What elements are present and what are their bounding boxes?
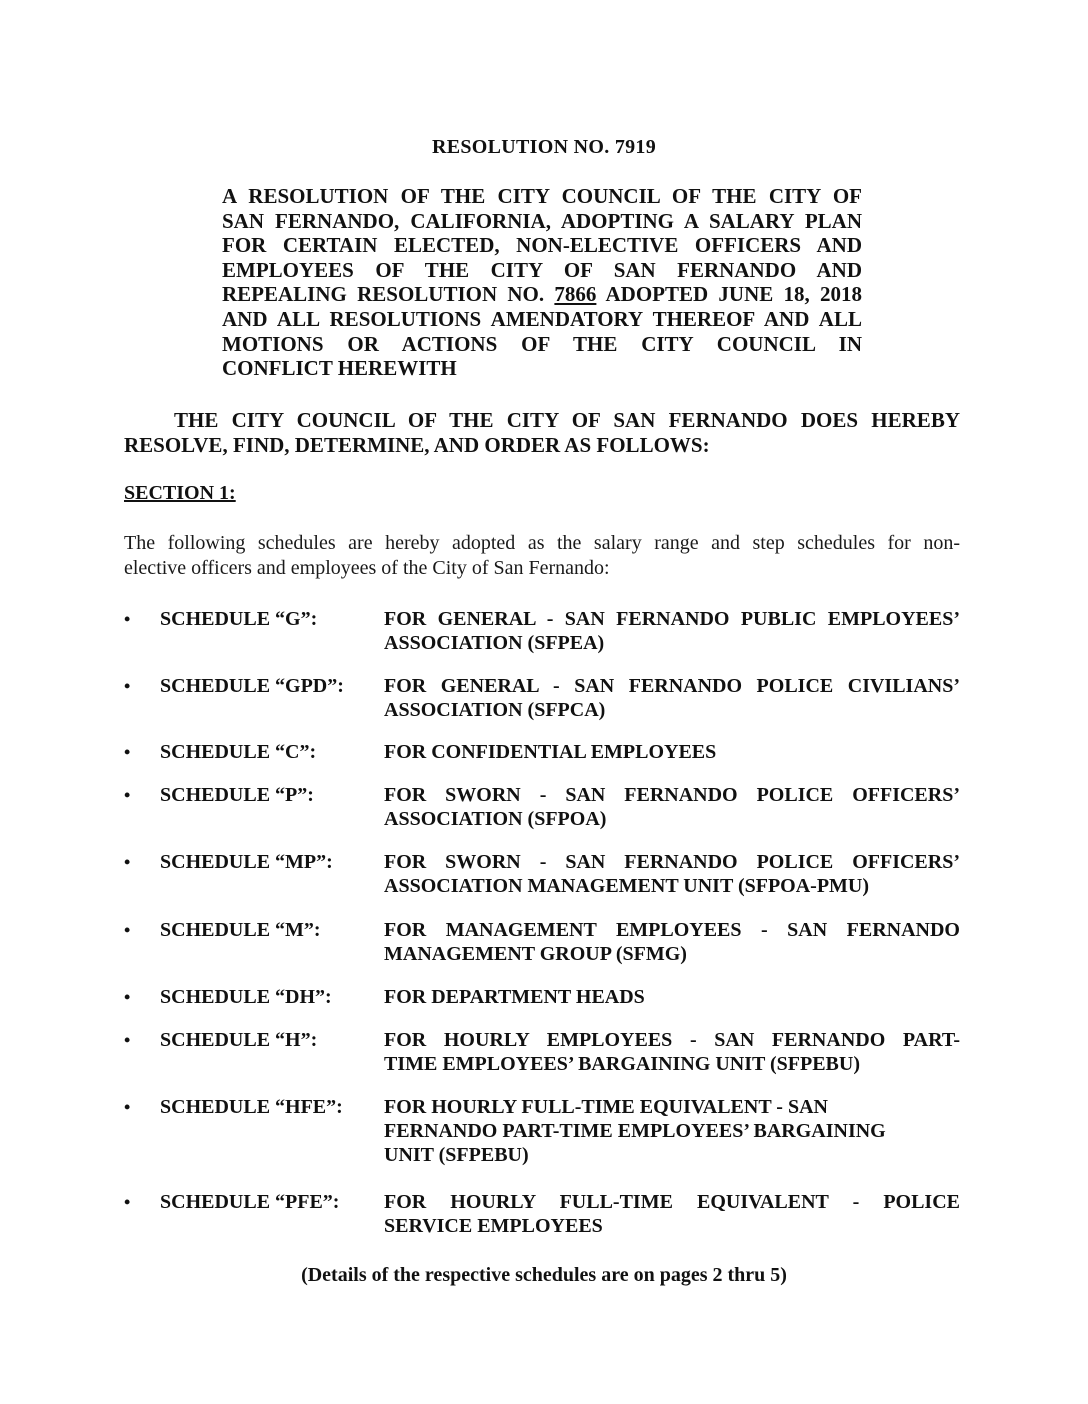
resolving-clause-line: RESOLVE, FIND, DETERMINE, AND ORDER AS FOLLOWS: xyxy=(124,433,710,457)
title-line: FOR CERTAIN ELECTED, NON-ELECTIVE OFFICERS AND xyxy=(222,233,862,258)
schedule-code: SCHEDULE “PFE”: xyxy=(160,1191,340,1213)
bullet-icon: • xyxy=(124,852,131,872)
resolution-title xyxy=(222,184,862,381)
schedule-code: SCHEDULE “HFE”: xyxy=(160,1096,343,1118)
title-line-part: ADOPTED JUNE 18, 2018 xyxy=(596,282,862,307)
title-line: A RESOLUTION OF THE CITY COUNCIL OF THE CITY OF xyxy=(222,184,862,208)
details-note: (Details of the respective schedules are on pages 2 thru 5) xyxy=(301,1264,787,1286)
schedule-description xyxy=(384,1028,960,1076)
schedule-code: SCHEDULE “P”: xyxy=(160,784,314,806)
resolving-clause xyxy=(124,408,960,458)
schedule-code: SCHEDULE “DH”: xyxy=(160,986,332,1008)
schedule-description xyxy=(384,674,960,722)
intro-line: elective officers and employees of the City of San Fernando: xyxy=(124,557,610,579)
title-line-part: REPEALING RESOLUTION NO. xyxy=(222,282,555,307)
bullet-icon: • xyxy=(124,1097,131,1117)
repealed-resolution-number: 7866 xyxy=(554,282,597,307)
schedule-code: SCHEDULE “MP”: xyxy=(160,851,333,873)
schedule-description xyxy=(384,850,960,898)
schedule-description-line: FOR CONFIDENTIAL EMPLOYEES xyxy=(384,741,717,763)
resolution-number: RESOLUTION NO. 7919 xyxy=(431,136,657,158)
schedule-description-line: FOR HOURLY FULL-TIME EQUIVALENT - SAN xyxy=(384,1096,828,1118)
schedule-description-line: ASSOCIATION (SFPOA) xyxy=(384,808,607,830)
schedule-description-line: FOR SWORN - SAN FERNANDO POLICE OFFICERS’ xyxy=(384,851,960,873)
schedule-description xyxy=(384,740,960,764)
schedule-code: SCHEDULE “C”: xyxy=(160,741,317,763)
schedule-description-line: ASSOCIATION (SFPCA) xyxy=(384,699,606,721)
schedule-description-line: ASSOCIATION (SFPEA) xyxy=(384,632,605,654)
schedule-description-line: FOR SWORN - SAN FERNANDO POLICE OFFICERS’ xyxy=(384,784,960,806)
bullet-icon: • xyxy=(124,1030,131,1050)
schedule-code: SCHEDULE “H”: xyxy=(160,1029,318,1051)
schedule-description-line: TIME EMPLOYEES’ BARGAINING UNIT (SFPEBU) xyxy=(384,1053,860,1075)
schedule-description xyxy=(384,783,960,831)
section-heading: SECTION 1: xyxy=(124,482,236,504)
resolving-clause-line: THE CITY COUNCIL OF THE CITY OF SAN FERNANDO DOES HEREBY xyxy=(174,408,960,432)
schedule-description-line: MANAGEMENT GROUP (SFMG) xyxy=(384,943,687,965)
schedule-description-line: FOR GENERAL - SAN FERNANDO POLICE CIVILIANS’ xyxy=(384,675,960,697)
bullet-icon: • xyxy=(124,920,131,940)
schedule-description-line: FOR HOURLY EMPLOYEES - SAN FERNANDO PART- xyxy=(384,1029,960,1051)
schedule-description-line: FERNANDO PART-TIME EMPLOYEES’ BARGAINING xyxy=(384,1120,886,1142)
title-line: AND ALL RESOLUTIONS AMENDATORY THEREOF AND ALL xyxy=(222,306,862,331)
title-line: CONFLICT HEREWITH xyxy=(222,356,457,381)
bullet-icon: • xyxy=(124,676,131,696)
schedule-description xyxy=(384,1095,960,1167)
schedule-code: SCHEDULE “M”: xyxy=(160,919,321,941)
schedule-description-line: SERVICE EMPLOYEES xyxy=(384,1215,603,1237)
schedule-description-line: ASSOCIATION MANAGEMENT UNIT (SFPOA-PMU) xyxy=(384,875,870,897)
schedule-description xyxy=(384,607,960,655)
schedule-description-line: UNIT (SFPEBU) xyxy=(384,1144,529,1166)
title-line: SAN FERNANDO, CALIFORNIA, ADOPTING A SALARY PLAN xyxy=(222,208,862,233)
bullet-icon: • xyxy=(124,742,131,762)
schedule-code: SCHEDULE “GPD”: xyxy=(160,675,344,697)
schedule-description-line: FOR HOURLY FULL-TIME EQUIVALENT - POLICE xyxy=(384,1191,960,1213)
bullet-icon: • xyxy=(124,785,131,805)
schedule-description-line: FOR DEPARTMENT HEADS xyxy=(384,986,645,1008)
title-line: EMPLOYEES OF THE CITY OF SAN FERNANDO AND xyxy=(222,257,862,282)
intro-paragraph xyxy=(124,531,960,581)
bullet-icon: • xyxy=(124,1192,131,1212)
schedule-description-line: FOR GENERAL - SAN FERNANDO PUBLIC EMPLOYEES’ xyxy=(384,608,960,630)
schedule-code: SCHEDULE “G”: xyxy=(160,608,318,630)
schedule-description xyxy=(384,985,960,1009)
schedule-description-line: FOR MANAGEMENT EMPLOYEES - SAN FERNANDO xyxy=(384,919,960,941)
intro-line: The following schedules are hereby adopted as the salary range and step schedules for non- xyxy=(124,532,960,554)
title-line xyxy=(222,282,862,307)
schedule-description xyxy=(384,1190,960,1238)
title-line: MOTIONS OR ACTIONS OF THE CITY COUNCIL IN xyxy=(222,331,862,356)
schedule-description xyxy=(384,918,960,966)
bullet-icon: • xyxy=(124,987,131,1007)
bullet-icon: • xyxy=(124,609,131,629)
